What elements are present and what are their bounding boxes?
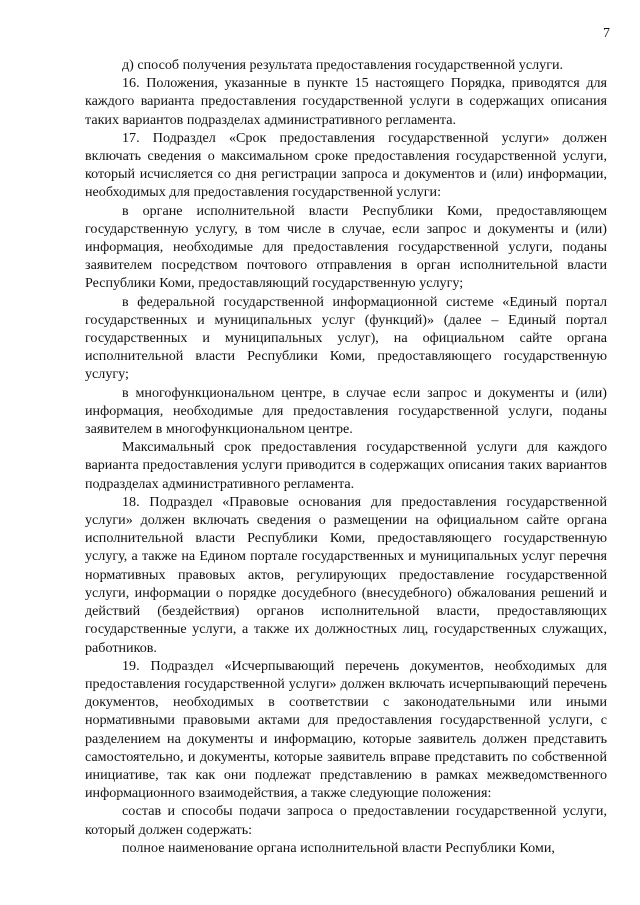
paragraph-19: 19. Подраздел «Исчерпывающий перечень документов, необходимых для предоставления государственной услуги» должен включать исчерпывающий перечень документов, необходимых в соответствии с законодательными или иными нормативными правовыми актами для предоставления государственной услуги, с разделением на документы и информацию, которые заявитель должен представить самостоятельно, и документы, которые заявитель вправе представить по собственной инициативе, так как они подлежат представлению в рамках межведомственного информационного взаимодействия, а также следующие положения: <box>85 657 607 802</box>
page-number: 7 <box>603 26 610 41</box>
paragraph-17-executive-body: в органе исполнительной власти Республики Коми, предоставляющем государственную услугу, в том числе в случае, если запрос и документы и (или) информация, необходимые для предоставления государственной услуги, поданы заявителем посредством почтового отправления в орган исполнительной власти Республики Коми, предоставляющий государственную услугу; <box>85 202 607 292</box>
paragraph-16: 16. Положения, указанные в пункте 15 настоящего Порядка, приводятся для каждого варианта предоставления государственной услуги в содержащих описания таких вариантов подразделах административного регламента. <box>85 75 607 128</box>
paragraph-17-max-term: Максимальный срок предоставления государственной услуги для каждого варианта предоставления услуги приводится в содержащих описания таких вариантов подразделах административного регламента. <box>85 439 607 492</box>
paragraph-17-mfc: в многофункциональном центре, в случае если запрос и документы и (или) информация, необходимые для предоставления государственной услуги, поданы заявителем в многофункциональном центре. <box>85 384 607 438</box>
paragraph-17: 17. Подраздел «Срок предоставления государственной услуги» должен включать сведения о максимальном сроке предоставления государственной услуги, который исчисляется со дня регистрации запроса и документов и (или) информации, необходимых для предоставления государственной услуги: <box>85 129 607 201</box>
paragraph-item-d-method: д) способ получения результата предоставления государственной услуги. <box>122 57 564 73</box>
paragraph-19-full-name: полное наименование органа исполнительной власти Республики Коми, <box>122 839 555 856</box>
paragraph-18: 18. Подраздел «Правовые основания для предоставления государственной услуги» должен включать сведения о размещении на официальном сайте органа исполнительной власти Республики Коми, предоставляющего государственную услугу, а также на Едином портале государственных и муниципальных услуг перечня нормативных правовых актов, регулирующих предоставление государственной услуги, информации о порядке досудебного (внесудебного) обжалования решений и действий (бездействия) органов исполнительной власти, предоставляющих государственные услуги, а также их должностных лиц, государственных служащих, работников. <box>85 493 607 656</box>
document-body <box>85 56 607 857</box>
paragraph-19-request-composition: состав и способы подачи запроса о предоставлении государственной услуги, который должен содержать: <box>85 803 607 838</box>
paragraph-17-federal-portal: в федеральной государственной информационной системе «Единый портал государственных и муниципальных услуг (функций)» (далее – Единый портал государственных и муниципальных услуг), на официальном сайте органа исполнительной власти Республики Коми, предоставляющего государственную услугу; <box>85 293 607 383</box>
